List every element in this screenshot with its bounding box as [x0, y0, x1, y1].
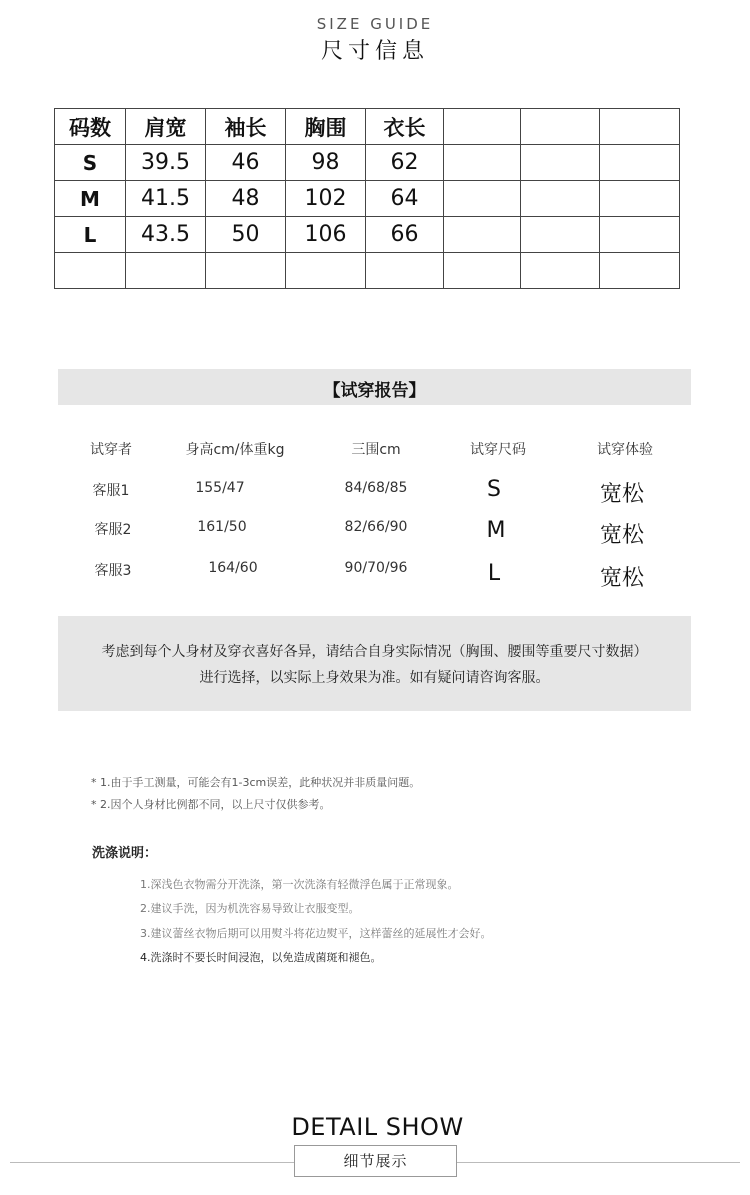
- header-cell: 胸围: [286, 109, 366, 145]
- table-cell: [600, 253, 680, 289]
- table-row: [55, 145, 680, 181]
- washing-item: 1.深浅色衣物需分开洗涤，第一次洗涤有轻微浮色属于正常现象。: [140, 878, 459, 891]
- report-header-measurements: 三围cm: [351, 442, 401, 458]
- report-header-tester: 试穿者: [90, 442, 132, 458]
- table-cell: 66: [366, 217, 444, 253]
- remark-1: * 1.由于手工测量，可能会有1-3cm误差，此种状况并非质量问题。: [91, 776, 421, 789]
- table-row: [55, 217, 680, 253]
- header-cell: [444, 109, 521, 145]
- report-size: M: [486, 518, 506, 543]
- note-box: [58, 616, 691, 711]
- table-cell: [286, 253, 366, 289]
- size-table: [54, 108, 680, 289]
- table-row: [55, 181, 680, 217]
- table-cell: [444, 181, 521, 217]
- table-cell: 102: [286, 181, 366, 217]
- table-cell: 64: [366, 181, 444, 217]
- report-measurements: 90/70/96: [344, 560, 408, 576]
- remark-2: * 2.因个人身材比例都不同，以上尺寸仅供参考。: [91, 798, 331, 811]
- table-cell: [366, 253, 444, 289]
- size-label-cell: L: [55, 217, 126, 253]
- size-label-cell: S: [55, 145, 126, 181]
- report-measurements: 84/68/85: [344, 480, 408, 496]
- table-cell: [55, 253, 126, 289]
- table-cell: [444, 145, 521, 181]
- size-label-cell: M: [55, 181, 126, 217]
- report-experience: 宽松: [599, 523, 644, 548]
- table-cell: 41.5: [126, 181, 206, 217]
- header-cell: 衣长: [366, 109, 444, 145]
- report-height-weight: 161/50: [197, 519, 247, 535]
- report-tester: 客服3: [94, 563, 132, 579]
- table-cell: [206, 253, 286, 289]
- report-measurements: 82/66/90: [344, 519, 408, 535]
- report-title: 【试穿报告】: [323, 381, 426, 401]
- note-line-1: 考虑到每个人身材及穿衣喜好各异，请结合自身实际情况（胸围、腰围等重要尺寸数据）: [101, 644, 648, 660]
- report-tester: 客服2: [94, 522, 132, 538]
- report-header-experience: 试穿体验: [597, 442, 653, 458]
- report-height-weight: 155/47: [195, 480, 245, 496]
- report-experience: 宽松: [599, 566, 644, 591]
- report-header-height-weight: 身高cm/体重kg: [185, 442, 285, 458]
- table-cell: [600, 181, 680, 217]
- size-table-header-row: [55, 109, 680, 145]
- report-experience: 宽松: [599, 482, 644, 507]
- table-cell: [444, 217, 521, 253]
- detail-show-title-cn: 细节展示: [294, 1145, 457, 1177]
- table-cell: 46: [206, 145, 286, 181]
- table-cell: 106: [286, 217, 366, 253]
- header-cell: 袖长: [206, 109, 286, 145]
- table-cell: 48: [206, 181, 286, 217]
- detail-show-title-en: DETAIL SHOW: [291, 1113, 464, 1141]
- table-cell: [521, 145, 600, 181]
- washing-title: 洗涤说明：: [92, 846, 158, 861]
- table-cell: 62: [366, 145, 444, 181]
- table-cell: [521, 217, 600, 253]
- note-line-2: 进行选择，以实际上身效果为准。如有疑问请咨询客服。: [199, 670, 550, 686]
- table-row: [55, 253, 680, 289]
- report-size: S: [487, 477, 501, 502]
- washing-item: 2.建议手洗，因为机洗容易导致让衣服变型。: [140, 902, 360, 915]
- washing-item: 4.洗涤时不要长时间浸泡，以免造成菌斑和褪色。: [140, 951, 382, 964]
- table-cell: [444, 253, 521, 289]
- header-cell: [600, 109, 680, 145]
- size-guide-title-en: SIZE GUIDE: [316, 15, 434, 33]
- report-header-size: 试穿尺码: [470, 442, 526, 458]
- header-cell: [521, 109, 600, 145]
- table-cell: [126, 253, 206, 289]
- table-cell: 39.5: [126, 145, 206, 181]
- table-cell: [521, 253, 600, 289]
- report-size: L: [487, 561, 501, 586]
- table-cell: 43.5: [126, 217, 206, 253]
- table-cell: [521, 181, 600, 217]
- report-height-weight: 164/60: [208, 560, 258, 576]
- size-guide-title-cn: 尺寸信息: [320, 39, 429, 64]
- report-tester: 客服1: [92, 483, 130, 499]
- table-cell: [600, 145, 680, 181]
- header-cell: 码数: [55, 109, 126, 145]
- table-cell: 98: [286, 145, 366, 181]
- table-cell: [600, 217, 680, 253]
- table-cell: 50: [206, 217, 286, 253]
- header-cell: 肩宽: [126, 109, 206, 145]
- washing-item: 3.建议蕾丝衣物后期可以用熨斗将花边熨平，这样蕾丝的延展性才会好。: [140, 927, 492, 940]
